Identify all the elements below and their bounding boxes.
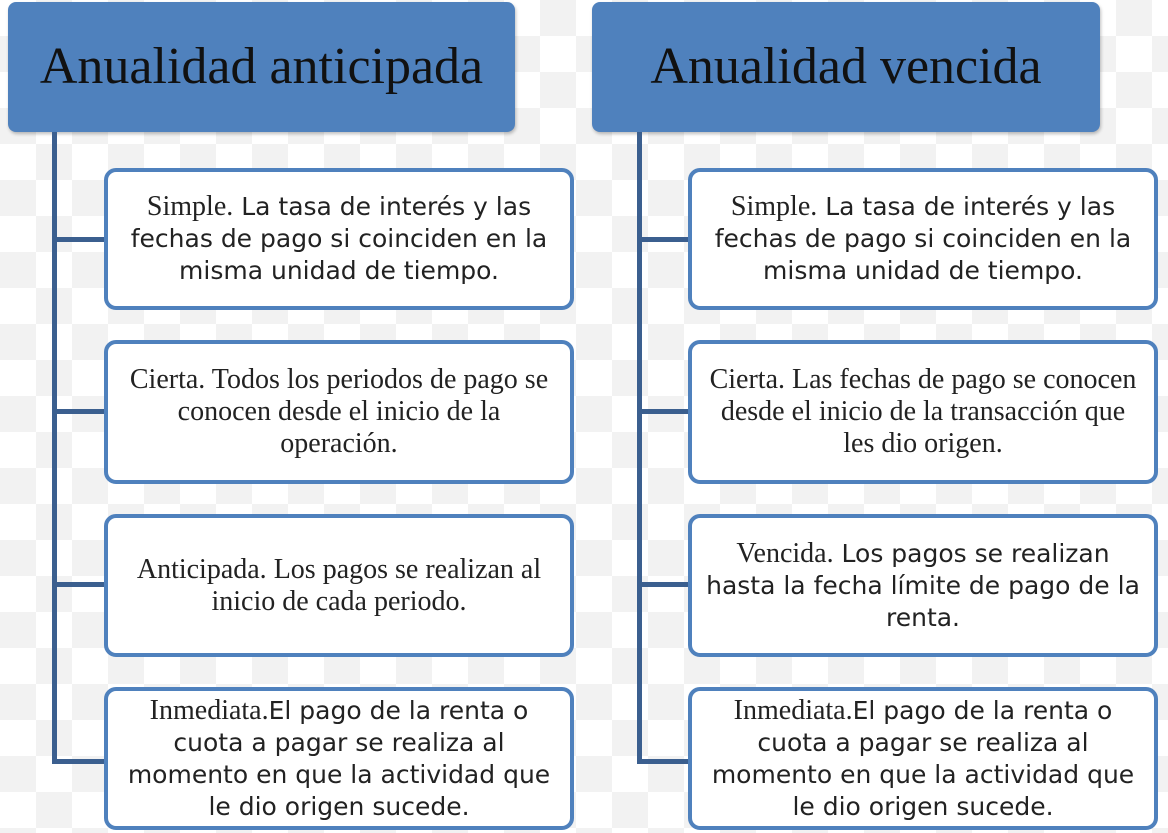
node-lead: Cierta.: [709, 364, 785, 395]
node-vencida: [688, 514, 1158, 657]
node-text: El pago de la renta o cuota a pagar se realiza al momento en que la actividad que le dio origen sucede.: [127, 695, 551, 821]
node-anticipada: [104, 514, 574, 657]
node-lead: Inmediata.: [149, 694, 269, 726]
node-cierta-anticipada: [104, 340, 574, 484]
node-text: Todos los periodos de pago se conocen desde el inicio de la operación.: [177, 364, 549, 459]
node-text: Los pagos se realizan hasta la fecha límite de pago de la renta.: [706, 538, 1140, 632]
connector-branch: [637, 582, 691, 587]
connector-branch: [52, 582, 106, 587]
node-text: Las fechas de pago se conocen desde el inicio de la transacción que les dio origen.: [720, 364, 1137, 459]
connector-branch: [637, 409, 691, 414]
node-simple-vencida: [688, 168, 1158, 310]
header-anualidad-anticipada: [8, 2, 515, 132]
node-cierta-vencida: [688, 340, 1158, 484]
node-lead: Simple.: [146, 191, 234, 222]
connector-branch: [52, 759, 106, 764]
node-text: El pago de la renta o cuota a pagar se realiza al momento en que la actividad que le dio origen sucede.: [711, 695, 1135, 821]
node-lead: Inmediata.: [733, 694, 853, 726]
node-text: Los pagos se realizan al inicio de cada periodo.: [211, 553, 542, 617]
node-lead: Simple.: [730, 191, 818, 222]
node-lead: Cierta.: [129, 364, 206, 395]
connector-trunk-right: [637, 132, 642, 764]
connector-branch: [52, 409, 106, 414]
node-lead: Anticipada.: [136, 553, 267, 585]
node-inmediata-anticipada: [104, 687, 574, 830]
node-lead: Vencida.: [736, 537, 834, 569]
node-text: La tasa de interés y las fechas de pago si coinciden en la misma unidad de tiempo.: [130, 192, 548, 285]
header-title: Anualidad anticipada: [39, 38, 484, 95]
node-inmediata-vencida: [688, 687, 1158, 830]
connector-branch: [637, 237, 691, 242]
header-anualidad-vencida: [592, 2, 1100, 132]
connector-branch: [52, 237, 106, 242]
connector-branch: [637, 759, 691, 764]
header-title: Anualidad vencida: [650, 38, 1042, 95]
node-simple-anticipada: [104, 168, 574, 310]
connector-trunk-left: [52, 132, 57, 764]
node-text: La tasa de interés y las fechas de pago si coinciden en la misma unidad de tiempo.: [714, 192, 1132, 285]
